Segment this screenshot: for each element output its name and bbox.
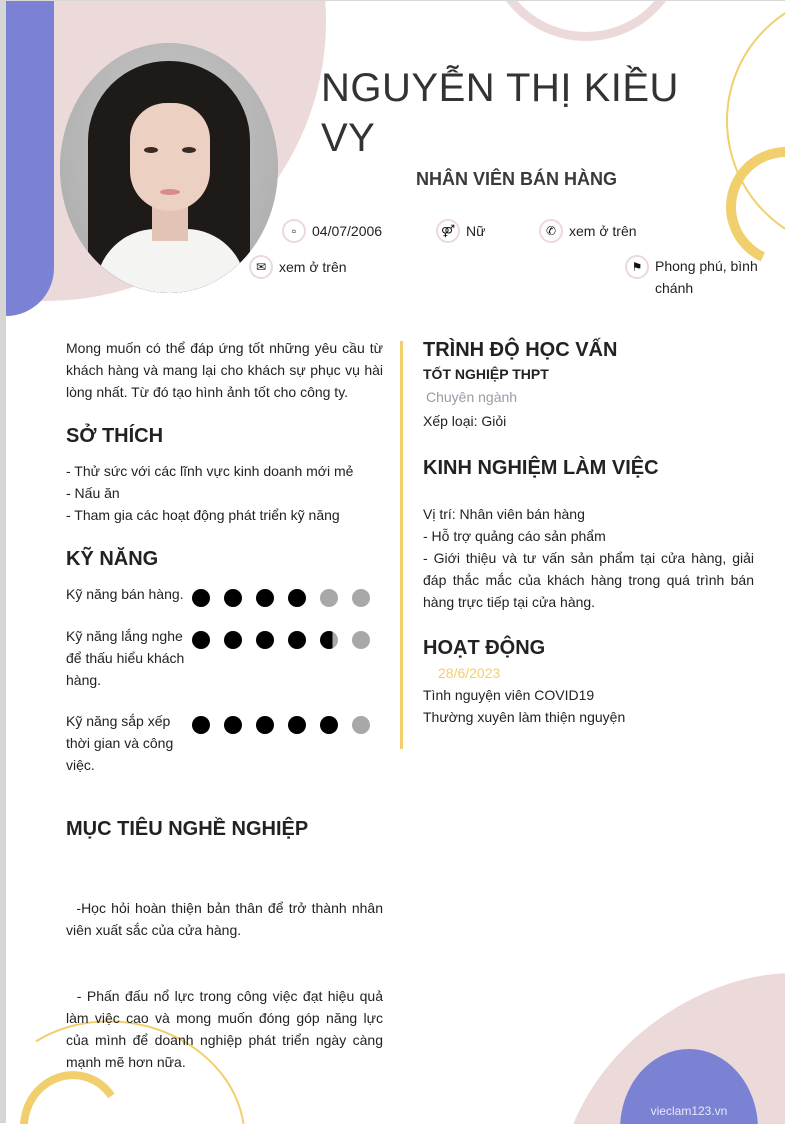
rating-dot-filled <box>288 589 306 607</box>
experience-position: Vị trí: Nhân viên bán hàng <box>423 506 585 522</box>
objective-paragraph: - Phấn đấu nổ lực trong công việc đạt hiệu quả làm việc cao và mong muốn đóng góp năng lực của mình để doanh nghiệp phát triển ngày càng mạnh mẽ hơn nữa. <box>66 988 387 1070</box>
contact-dob <box>282 219 382 243</box>
education-major: Chuyên ngành <box>426 389 518 405</box>
rating-dot-filled <box>224 716 242 734</box>
education-degree: TỐT NGHIỆP THPT <box>423 366 549 382</box>
rating-dot-empty <box>352 589 370 607</box>
activity-item: Thường xuyên làm thiện nguyện <box>423 709 626 725</box>
rating-dot-empty <box>320 589 338 607</box>
objective-text <box>66 853 387 1117</box>
rating-dot-filled <box>224 631 242 649</box>
rating-dot-half <box>320 631 338 649</box>
hobby-item: - Nấu ăn <box>66 485 120 501</box>
gender-value: Nữ <box>466 223 486 239</box>
education-title: TRÌNH ĐỘ HỌC VẤN <box>423 339 618 361</box>
decor-purple-bar <box>6 1 54 316</box>
skill-label: Kỹ năng lắng nghe để thấu hiểu khách hàng. <box>66 628 185 688</box>
rating-dot-filled <box>256 631 274 649</box>
decor-pink-ring <box>486 0 686 41</box>
candidate-name: NGUYỄN THỊ KIỀU VY <box>321 66 679 160</box>
hobbies-title: SỞ THÍCH <box>66 425 164 447</box>
rating-dot-filled <box>192 589 210 607</box>
hobbies-list <box>66 460 383 526</box>
rating-dot-filled <box>256 589 274 607</box>
rating-dot-empty <box>352 716 370 734</box>
rating-dot-filled <box>192 716 210 734</box>
experience-details <box>423 503 754 613</box>
intro-text: Mong muốn có thể đáp ứng tốt những yêu cầu từ khách hàng và mang lại cho khách sự phục vụ hài lòng nhất. Từ đó tạo hình ảnh tốt cho công ty. <box>66 340 383 400</box>
skills-title: KỸ NĂNG <box>66 548 159 570</box>
activity-date: 28/6/2023 <box>438 665 501 681</box>
cv-page <box>6 0 785 1124</box>
experience-duty: - Giới thiệu và tư vấn sản phẩm tại cửa hàng, giải đáp thắc mắc của khách hàng trong quá trình bán hàng trực tiếp tại cửa hàng. <box>423 550 754 610</box>
rating-dot-filled <box>288 631 306 649</box>
phone-icon: ✆ <box>539 219 563 243</box>
rating-dot-filled <box>224 589 242 607</box>
hobby-item: - Thử sức với các lĩnh vực kinh doanh mới mẻ <box>66 463 354 479</box>
rating-dot-empty <box>352 631 370 649</box>
contact-gender <box>436 219 485 243</box>
column-divider <box>400 341 403 749</box>
dob-value: 04/07/2006 <box>312 223 383 239</box>
gender-icon: ⚤ <box>436 219 460 243</box>
avatar <box>60 43 278 293</box>
rating-dot-filled <box>320 716 338 734</box>
education-grade: Xếp loại: Giỏi <box>423 413 507 429</box>
skill-label: Kỹ năng bán hàng. <box>66 586 184 602</box>
activities-title: HOẠT ĐỘNG <box>423 637 546 659</box>
experience-title: KINH NGHIỆM LÀM VIỆC <box>423 457 659 479</box>
contact-phone <box>539 219 637 243</box>
skill-rating <box>192 716 370 734</box>
rating-dot-filled <box>192 631 210 649</box>
activity-item: Tình nguyện viên COVID19 <box>423 687 595 703</box>
phone-value: xem ở trên <box>569 223 637 239</box>
activities-list <box>423 684 754 728</box>
address-value: Phong phú, bình chánh <box>655 258 758 296</box>
birthday-cake-icon: ▫ <box>282 219 306 243</box>
rating-dot-filled <box>288 716 306 734</box>
objective-paragraph: -Học hỏi hoàn thiện bản thân để trở thành nhân viên xuất sắc của cửa hàng. <box>66 900 387 938</box>
email-value: xem ở trên <box>279 259 347 275</box>
objective-title: MỤC TIÊU NGHỀ NGHIỆP <box>66 818 309 840</box>
contact-address <box>625 255 765 299</box>
job-title: NHÂN VIÊN BÁN HÀNG <box>416 169 618 189</box>
rating-dot-filled <box>256 716 274 734</box>
hobby-item: - Tham gia các hoạt động phát triển kỹ năng <box>66 507 340 523</box>
skill-rating <box>192 589 370 607</box>
skill-rating <box>192 631 370 649</box>
map-icon: ⚑ <box>625 255 649 279</box>
experience-duty: - Hỗ trợ quảng cáo sản phẩm <box>423 528 606 544</box>
watermark: vieclam123.vn <box>650 1104 728 1118</box>
envelope-icon: ✉ <box>249 255 273 279</box>
contact-email <box>249 255 347 279</box>
skill-label: Kỹ năng sắp xếp thời gian và công việc. <box>66 713 174 773</box>
